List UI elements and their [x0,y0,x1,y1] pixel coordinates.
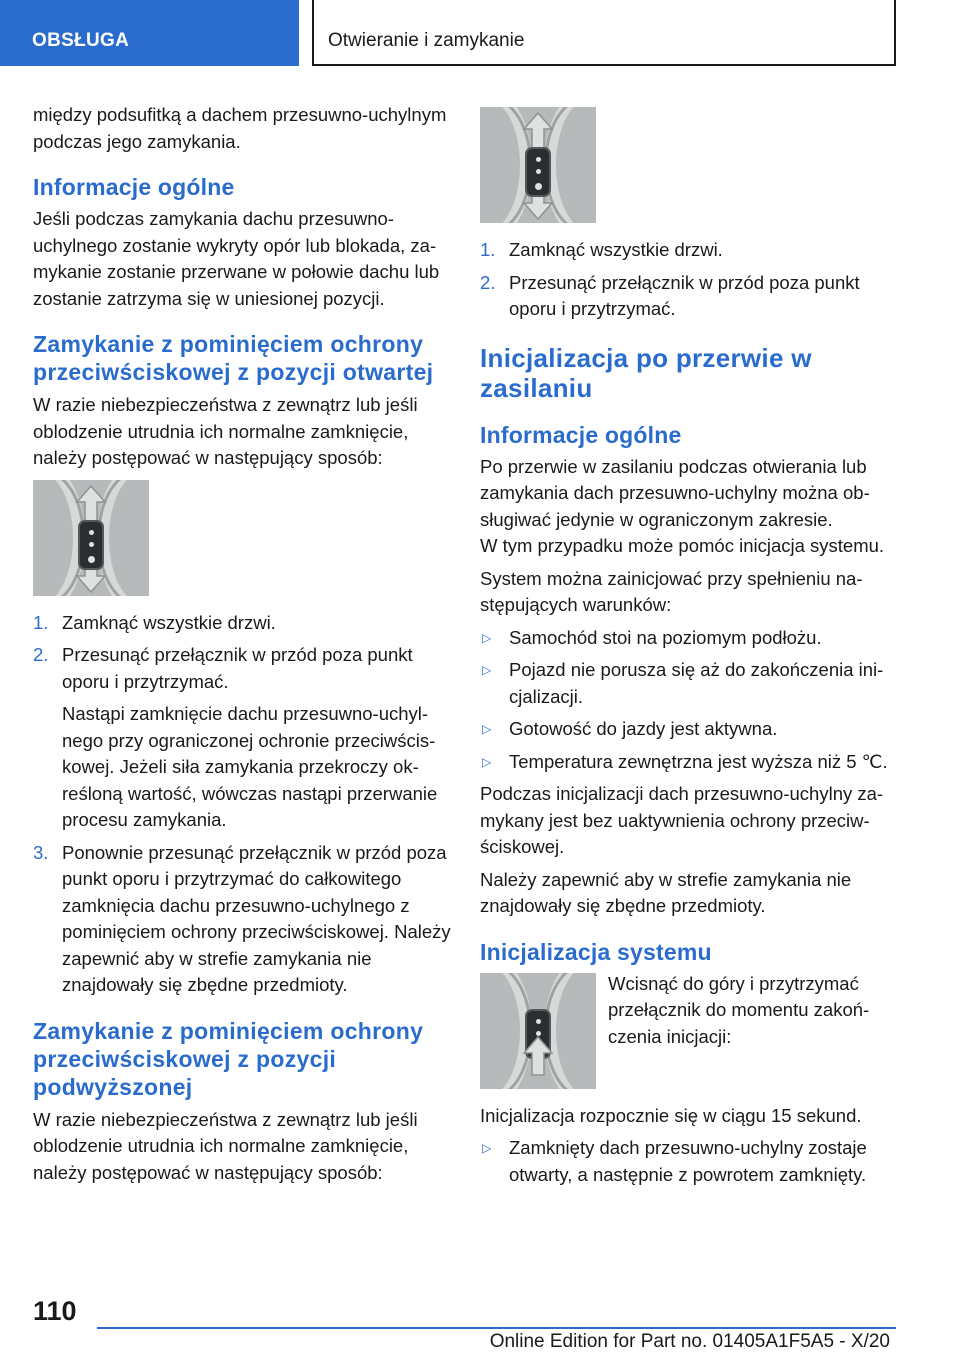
intro-paragraph: między podsufitką a dachem przesuwno-uchylnym podczas jego zamykania. [33,104,447,152]
raised-position-steps [480,237,900,323]
page-number: 110 [33,1296,77,1326]
press-up-arrow-icon [522,1035,554,1077]
step-number: 3. [33,841,49,863]
step-text: Zamknąć wszystkie drzwi. [509,239,723,260]
condition-text: Pojazd nie porusza się aż do zakończenia inicjalizacji. [509,659,884,707]
section-tab [0,0,299,66]
section-tab-label: OBSŁUGA [32,30,130,51]
condition-text: Temperatura zewnętrzna jest wyższa niż 5 ℃. [509,750,888,772]
during-init-paragraph: Podczas inicjalizacji dach przesuwno-uchylny zamykany jest bez uaktywnienia ochrony przeciwściskowej. [480,783,884,857]
step-text: Zamknąć wszystkie drzwi. [62,611,276,633]
step-number: 1. [480,239,496,260]
conditions-list [480,625,900,776]
initialization-heading: Inicjalizacja po przerwie w zasilaniu [480,342,812,403]
step-note: Nastąpi zamknięcie dachu przesuwno-uchylnego przy ograniczonej ochronie przeciwściskowej. Jeżeli siła zamykania przekroczy określoną wartość, wówczas nastąpi przerwanie procesu zamykania. [62,703,438,830]
step-text: Przesunąć przełącznik w przód poza punkt oporu i przytrzymać. [509,271,860,319]
result-text: Zamknięty dach przesuwno-uchylny zostaje otwarty, a następnie z powrotem zamknięty. [509,1137,867,1185]
roof-switch-icon [525,147,551,197]
list-item [480,657,900,710]
edition-text: Online Edition for Part no. 01405A1F5A5 - X/20 [489,1331,890,1352]
open-position-heading: Zamykanie z pominięciem ochrony przeciwściskowej z pozycji otwartej [33,331,434,385]
roof-switch-up-figure [480,973,596,1089]
condition-text: Samochód stoi na poziomym podłożu. [509,626,822,648]
general-heading: Informacje ogólne [33,174,235,200]
system-init-heading: Inicjalizacja systemu [480,938,712,965]
ensure-paragraph: Należy zapewnić aby w strefie zamykania nie znajdowały się zbędne przedmioty. [480,868,852,916]
system-init-instruction: Wcisnąć do góry i przytrzymać przełącznik do momentu zakończenia inicjacji: [608,972,870,1047]
list-item [33,642,451,834]
step-number: 1. [33,611,49,633]
init-start-paragraph: Inicjalizacja rozpocznie się w ciągu 15 sekund. [480,1104,862,1126]
footer-rule [97,1327,896,1329]
right-column [480,102,900,1194]
step-number: 2. [480,271,496,293]
triangle-bullet-icon: ▷ [482,1141,492,1155]
list-item [480,237,900,264]
list-item [480,625,900,652]
init-general-paragraph-1: Po przerwie w zasilaniu podczas otwierania lub zamykania dach przesuwno-uchylny można obsługiwać jedynie w ograniczonym zakresie. [480,455,870,530]
roof-switch-icon [78,520,104,570]
raised-position-heading: Zamykanie z pominięciem ochrony przeciwściskowej z pozycji podwyższonej [33,1017,424,1100]
condition-text: Gotowość do jazdy jest aktywna. [509,718,778,739]
general-paragraph: Jeśli podczas zamykania dachu przesuwno-uchylnego zostanie wykryty opór lub blokada, zamykanie zostanie przerwane w połowie dachu lub zostanie zatrzyma się w uniesionej pozycji. [33,208,440,309]
step-number: 2. [33,644,49,665]
arrow-up-icon [522,111,554,151]
open-position-paragraph: W razie niebezpieczeństwa z zewnątrz lub jeśli oblodzenie utrudnia ich normalne zamknięcie, należy postępować w następujący sposób: [33,394,418,468]
list-item [480,716,900,743]
roof-switch-forward-figure [33,480,149,596]
step-text: Ponownie przesunąć przełącznik w przód poza punkt oporu i przytrzymać do całkowitego zamknięcia dachu przesuwno-uchylnego z pominięciem ochrony przeciwściskowej. Należy zapewnić aby w strefie zamykania nie znajdowały się zbędne przedmioty. [62,841,451,995]
list-item [480,749,900,776]
triangle-bullet-icon: ▷ [482,663,492,677]
triangle-bullet-icon: ▷ [482,754,492,769]
raised-position-paragraph: W razie niebezpieczeństwa z zewnątrz lub jeśli oblodzenie utrudnia ich normalne zamknięcie, należy postępować w następujący sposób: [33,1108,418,1183]
list-item [480,1135,900,1188]
triangle-bullet-icon: ▷ [482,630,492,645]
chapter-title: Otwieranie i zamykanie [328,30,525,51]
triangle-bullet-icon: ▷ [482,722,492,736]
arrow-up-icon [75,484,107,524]
result-list [480,1135,900,1188]
open-position-steps [33,610,451,999]
conditions-intro: System można zainicjować przy spełnieniu następujących warunków: [480,567,863,615]
init-general-heading: Informacje ogólne [480,421,682,448]
list-item [33,840,451,999]
left-column [33,102,451,1192]
roof-switch-forward-figure-2 [480,107,596,223]
step-text: Przesunąć przełącznik w przód poza punkt oporu i przytrzymać. [62,644,413,692]
list-item [33,610,451,637]
system-init-row [480,971,900,1103]
init-general-paragraph-2: W tym przypadku może pomóc inicjacja systemu. [480,535,885,556]
chapter-header [312,0,896,66]
list-item [480,270,900,323]
